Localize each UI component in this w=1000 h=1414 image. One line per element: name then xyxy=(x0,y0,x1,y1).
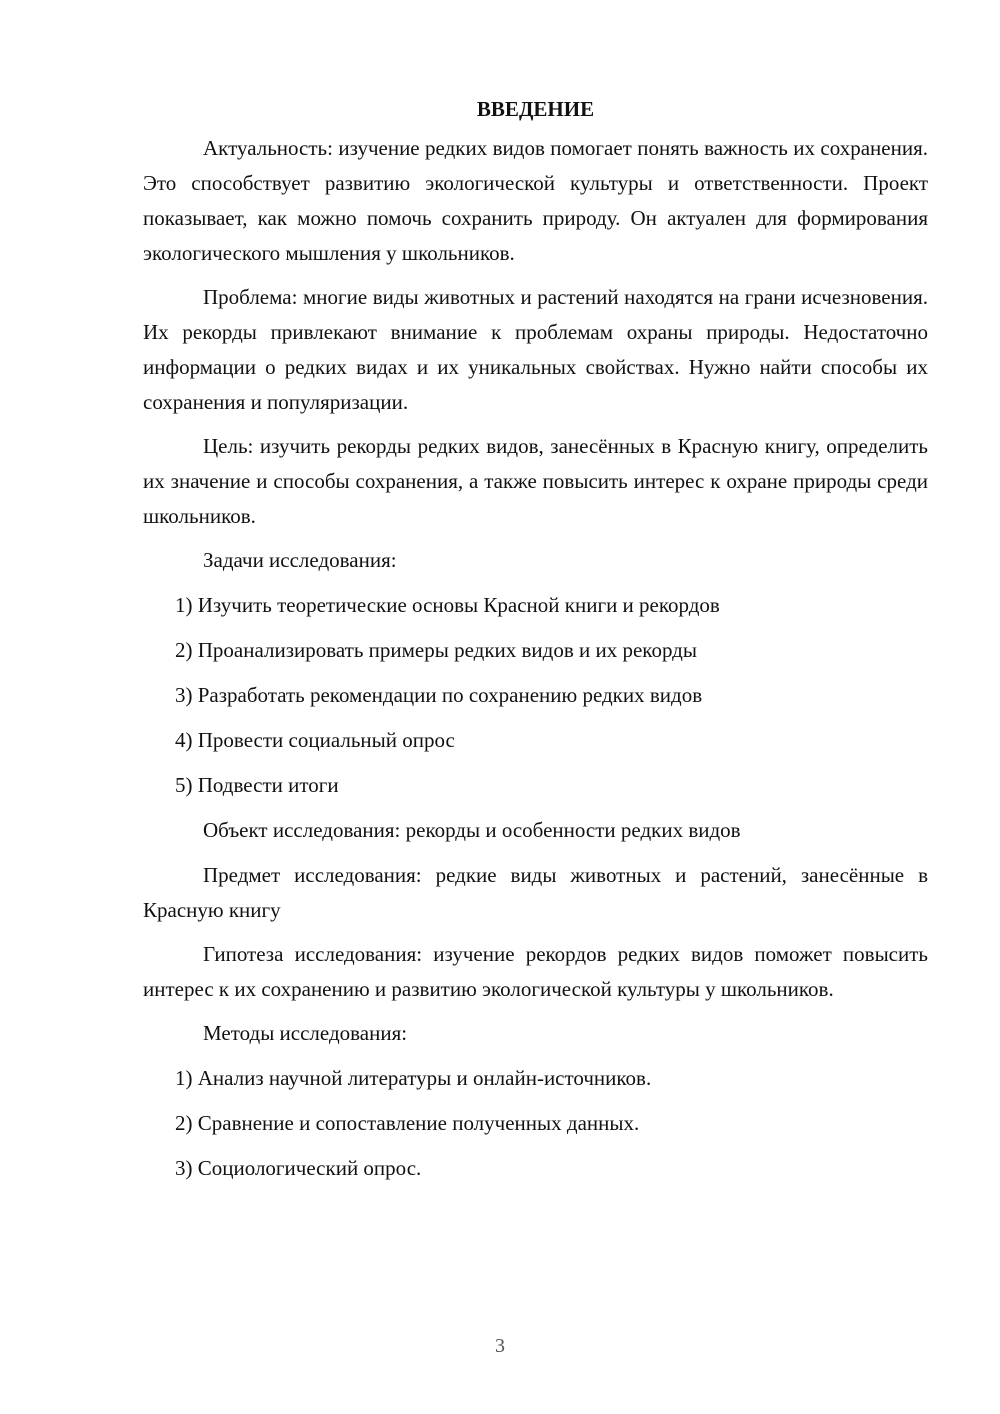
task-item: 4) Провести социальный опрос xyxy=(175,728,455,752)
methods-heading: Методы исследования: xyxy=(203,1021,408,1045)
page-title: ВВЕДЕНИЕ xyxy=(476,97,595,121)
goal-paragraph: Цель: изучить рекорды редких видов, занесённых в Красную книгу, определить их значение и способы сохранения, а также повысить интерес к охране природы среди школьников. xyxy=(143,434,928,528)
problem-paragraph: Проблема: многие виды животных и растений находятся на грани исчезновения. Их рекорды привлекают внимание к проблемам охраны природы. Недостаточно информации о редких видах и их уникальных свойствах. Нужно найти способы их сохранения и популяризации. xyxy=(143,285,928,414)
task-item: 5) Подвести итоги xyxy=(175,773,339,797)
method-item: 3) Социологический опрос. xyxy=(175,1156,422,1180)
method-item: 1) Анализ научной литературы и онлайн-источников. xyxy=(175,1066,652,1090)
research-object: Объект исследования: рекорды и особенности редких видов xyxy=(203,818,741,842)
tasks-heading: Задачи исследования: xyxy=(203,548,397,572)
research-hypothesis: Гипотеза исследования: изучение рекордов редких видов поможет повысить интерес к их сохранению и развитию экологической культуры у школьников. xyxy=(143,942,928,1001)
relevance-paragraph: Актуальность: изучение редких видов помогает понять важность их сохранения. Это способствует развитию экологической культуры и ответственности. Проект показывает, как можно помочь сохранить природу. Он актуален для формирования экологического мышления у школьников. xyxy=(143,136,928,265)
task-item: 3) Разработать рекомендации по сохранению редких видов xyxy=(175,683,703,707)
page-content xyxy=(143,92,928,1196)
task-item: 1) Изучить теоретические основы Красной книги и рекордов xyxy=(175,593,720,617)
task-item: 2) Проанализировать примеры редких видов и их рекорды xyxy=(175,638,697,662)
page-number: 3 xyxy=(495,1335,505,1357)
method-item: 2) Сравнение и сопоставление полученных данных. xyxy=(175,1111,640,1135)
research-subject: Предмет исследования: редкие виды животных и растений, занесённые в Красную книгу xyxy=(143,863,928,922)
